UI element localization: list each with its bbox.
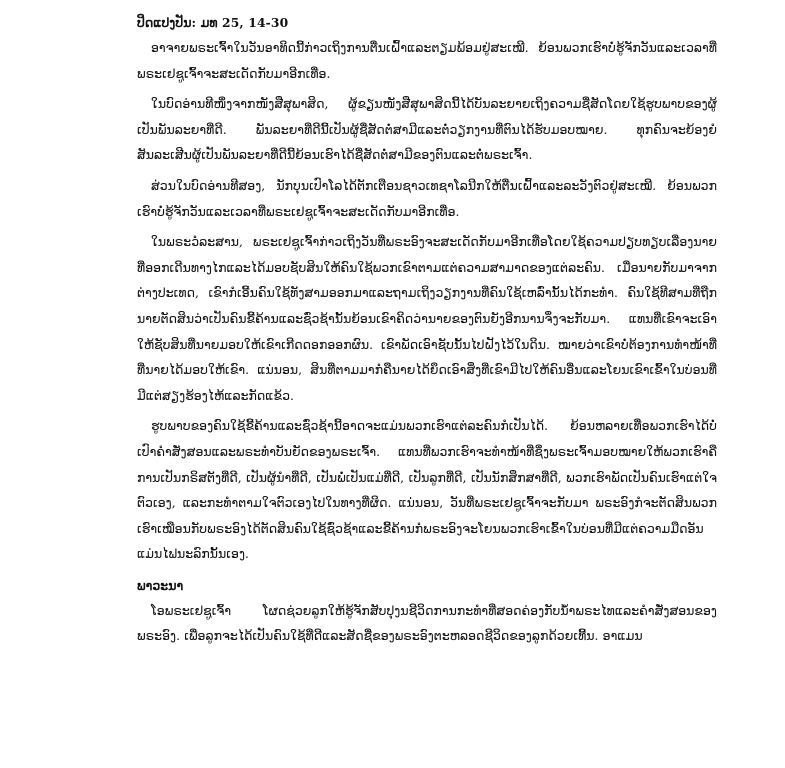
intro-paragraph: ອາຈາຍພຣະເຈົ້າໃນວັນອາທິດນີ້ກ່າວເຖິງການຕື່ນເຝົ້າແລະຕຽມພ້ອມຢູ່ສະເໝີ. ຍ້ອນພວກເຮົາບໍ່ຮູ້ຈັກວັນແລະເວລາທີ່ພຣະເຢຊູເຈົ້າຈະສະເດັດກັບມາອີກເທື່ອ. — [137, 41, 717, 81]
document-page — [137, 10, 717, 655]
prayer-paragraph: ໂອພຣະເຢຊູເຈົ້າ ໂຜດຊ່ວຍລູກໃຫ້ຮູ້ຈັກສັບປຸງນຊີວິດການກະທໍາທີ່ສອດຄ່ອງກັບນໍ້າພຣະໄທແລະຄໍາສັ່ງສອນຂອງພຣະອົງ. ເພື່ອລູກຈະໄດ້ເປັນຄົນໃຊ້ທີ່ດີແລະສັດຊື່ຂອງພຣະອົງຕະຫລອດຊີວິດຂອງລູກດ້ວຍເທີ້ນ. ອາແມນ — [137, 603, 717, 644]
first-reading-paragraph: ໃນບົດອ່ານທີໜຶ່ງຈາກໜັງສືສຸພາສິດ, ຜູ້ຂຽນໜັງສືສຸພາສິດນີ້ໄດ້ບັນລະຍາຍເຖິງຄວາມຊື່ສັດໂດຍໃຊ້ຮູບພາບຂອງຜູ້ເປັນພັນລະຍາທີ່ດີ. ພັນລະຍາທີ່ດີນີ້ເປັນຜູ້ຊື່ສັດຕໍ່ສາມີແລະຕໍ່ວຽກງານທີ່ຕົນໄດ້ຮັບມອບໝາຍ. ທຸກຄົນຈະຍ້ອງຍໍສັນລະເສີນຜູ້ເປັນພັນລະຍາທີ່ດີນີ້ຍ້ອນເຮົາໄດ້ຊື່ສັດຕໍ່ສາມີຂອງຕົນແລະຕໍ່ພຣະເຈົ້າ. — [137, 97, 717, 163]
application-paragraph: ຮູບພາບຂອງຄົນໃຊ້ຂີ້ຄ້ານແລະຊົ່ວຊ້ານີ້ອາດຈະແມ່ນພວກເຮົາແຕ່ລະຄົນກໍເປັນໄດ້. ຍ້ອນຫລາຍເທື່ອພວກເຮົາໄດ້ບໍ່ເປົາຄໍາສັ່ງສອນແລະພຣະທໍາບັນຍັດຂອງພຣະເຈົ້າ. ແທນທີ່ພວກເຮົາຈະທໍາໜ້າທີ່ຊຶ່ງພຣະເຈົ້າມອບໝາຍໃຫ້ພວກເຮົາຄືການເປັນກຣິສຕັງທີ່ດີ, ເປັນຜູ້ນໍາທີ່ດີ, ເປັນພໍ່ເປັນແມ່ທີ່ດີ, ເປັນລູກທີ່ດີ, ເປັນນັກສຶກສາທີ່ດີ, ພວກເຮົາພັດເປັນຄົນເຮົາແຕ່ໃຈຕົວເອງ, ແລະກະທໍາຕາມໃຈຕົວເອງໄປໃນທາງທີ່ຜິດ. ແນ່ນອນ, ວັນທີ່ພຣະເຢຊູເຈົ້າຈະກັບມາ ພຣະອົງກໍຈະຕັດສິນພວກເຮົາເໝືອນກັບພຣະອົງໄດ້ຕັດສິນຄົນໃຊ້ຊົ່ວຊ້າແລະຂີ້ຄ້ານກໍພຣະອົງຈະໂຍນພວກເຮົາເຂົ້າໃນບ່ອນທີ່ມີແຕ່ຄວາມມືດອັນແມ່ນໄຟນະລົກນັ້ນເອງ. — [137, 419, 717, 562]
prayer-title: ພາວະນາ — [137, 577, 184, 593]
second-reading-paragraph: ສ່ວນໃນບົດອ່ານທີສອງ, ນັກບຸນເປົາໂລໄດ້ຕັກເຕືອນຊາວເທຊາໂລນີກໃຫ້ຕື່ນເຝົ້າແລະລະວັງຕົວຢູ່ສະເໝີ. ຍ້ອນພວກເຮົາບໍ່ຮູ້ຈັກວັນແລະເວລາທີ່ພຣະເຢຊູເຈົ້າຈະສະເດັດກັບມາອີກເທື່ອ. — [137, 178, 717, 219]
reflection-heading: ປິດແປງປັນ: ມທ 25, 14-30 — [137, 15, 289, 30]
gospel-paragraph: ໃນພຣະວໍລະສານ, ພຣະເຢຊູເຈົ້າກ່າວເຖິງວັນທີ່ພຣະອົງຈະສະເດັດກັບມາອີກເທື່ອໂດຍໃຊ້ຄວາມປຽບທຽບເລື່ອງນາຍທີ່ອອກເດີນທາງໄກແລະໄດ້ມອບຊັບສິນໃຫ້ຄົນໃຊ້ພວກເຂົາຕາມແຕ່ຄວາມສາມາດຂອງແຕ່ລະຄົນ. ເມື່ອນາຍກັບມາຈາກຕ່າງປະເທດ, ເຂົາກໍເອີ້ນຄົນໃຊ້ທັງສາມອອກມາແລະຖາມເຖິງວຽກງານທີ່ຄົນໃຊ້ເຫລົ່ານັ້ນໄດ້ກະທໍາ. ຄົນໃຊ້ທີສາມທີ່ຖືກນາຍຕັດສິນວ່າເປັນຄົນຂີ້ຄ້ານແລະຊົ່ວຊ້ານັ້ນຍ້ອນເຂົາຄິດວ່ານາຍຂອງຕົນຍັງອີກນານຈຶ່ງຈະກັບມາ. ແທນທີ່ເຂົາຈະເອົາໃຫ້ຊັບສິນທີ່ນາຍມອບໃຫ້ເຂົາເກີດດອກອອກຜົນ. ເຂົາພັດເອົາຊັບນັ້ນໄປຝັງໄວ້ໃນດິນ. ໝາຍວ່າເຂົາບໍ່ຕ້ອງການທໍາໜ້າທີ່ທີ່ນາຍໄດ້ມອບໃຫ້ເຂົາ. ແນ່ນອນ, ສິນທີ່ຕາມມາກໍຄືນາຍໄດ້ຍຶດເອົາສິ່ງທີ່ເຂົາມີໄປໃຫ້ຄົນອື່ນແລະໂຍນເຂົາເຂົ້າໃນບ່ອນທີ່ມີແຕ່ສຽງຮ້ອງໄຫ້ແລະກັດແຂ້ວ. — [137, 235, 717, 403]
